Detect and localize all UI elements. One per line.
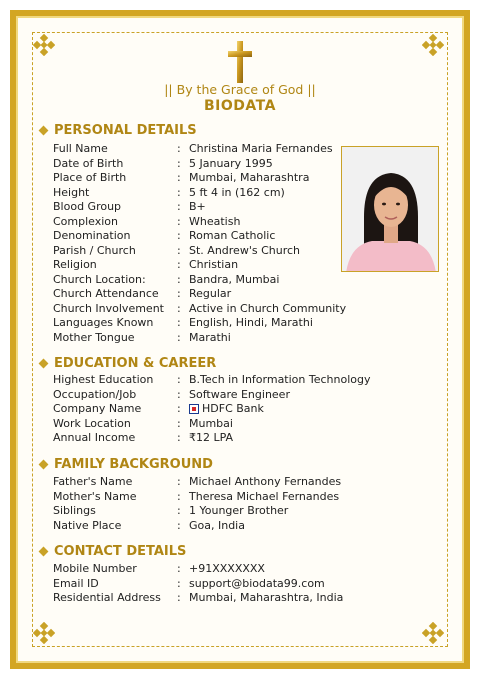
hdfc-logo-icon <box>189 404 199 414</box>
grace-line: || By the Grace of God || <box>164 82 316 97</box>
detail-row: Siblings : 1 Younger Brother <box>53 504 289 517</box>
detail-row: Parish / Church : St. Andrew's Church <box>53 243 300 257</box>
section-heading-contact: CONTACT DETAILS <box>38 544 186 559</box>
detail-row: Place of Birth : Mumbai, Maharashtra <box>53 171 310 184</box>
detail-row: Occupation/Job : Software Engineer <box>53 387 290 401</box>
corner-ornament-icon <box>33 34 55 56</box>
family-details-list <box>53 475 341 533</box>
detail-row: Email ID : support@biodata99.com <box>53 576 325 590</box>
contact-details-list <box>53 562 343 606</box>
diamond-bullet-icon <box>39 460 49 470</box>
detail-row: Complexion : Wheatish <box>53 214 241 228</box>
corner-ornament-icon <box>422 622 444 644</box>
detail-row: Full Name : Christina Maria Fernandes <box>53 142 333 155</box>
detail-row: Mother's Name : Theresa Michael Fernandes <box>53 489 340 503</box>
detail-row: Father's Name : Michael Anthony Fernandes <box>53 475 342 488</box>
section-heading-personal: PERSONAL DETAILS <box>38 123 197 138</box>
section-heading-family: FAMILY BACKGROUND <box>38 457 213 472</box>
page-title: BIODATA <box>204 98 276 114</box>
detail-row: Languages Known : English, Hindi, Marathi <box>53 316 313 329</box>
detail-row: Work Location : Mumbai <box>53 416 233 430</box>
education-details-list <box>53 373 371 446</box>
detail-row: Highest Education : B.Tech in Information Technology <box>53 373 371 386</box>
detail-row: Annual Income : ₹12 LPA <box>53 431 234 444</box>
detail-row: Church Attendance : Regular <box>53 287 232 300</box>
detail-row: Blood Group : B+ <box>53 200 206 213</box>
detail-row: Date of Birth : 5 January 1995 <box>53 156 273 170</box>
profile-photo <box>341 146 439 272</box>
diamond-bullet-icon <box>39 547 49 557</box>
personal-details-list <box>53 142 346 345</box>
corner-ornament-icon <box>33 622 55 644</box>
detail-row: Church Location: : Bandra, Mumbai <box>53 272 280 286</box>
diamond-bullet-icon <box>39 126 49 136</box>
section-heading-education: EDUCATION & CAREER <box>38 356 216 371</box>
detail-row: Denomination : Roman Catholic <box>53 229 276 242</box>
detail-row: Religion : Christian <box>53 258 239 271</box>
corner-ornament-icon <box>422 34 444 56</box>
detail-row: Church Involvement : Active in Church Community <box>53 301 347 315</box>
cross-icon <box>227 40 253 84</box>
detail-row: Mother Tongue : Marathi <box>53 330 231 344</box>
detail-row: Height : 5 ft 4 in (162 cm) <box>53 185 285 199</box>
diamond-bullet-icon <box>39 359 49 369</box>
detail-row: Company Name : HDFC Bank <box>53 402 264 415</box>
detail-row: Mobile Number : +91XXXXXXX <box>53 562 265 575</box>
detail-row: Native Place : Goa, India <box>53 518 245 532</box>
detail-row: Residential Address : Mumbai, Maharashtra, India <box>53 591 344 604</box>
